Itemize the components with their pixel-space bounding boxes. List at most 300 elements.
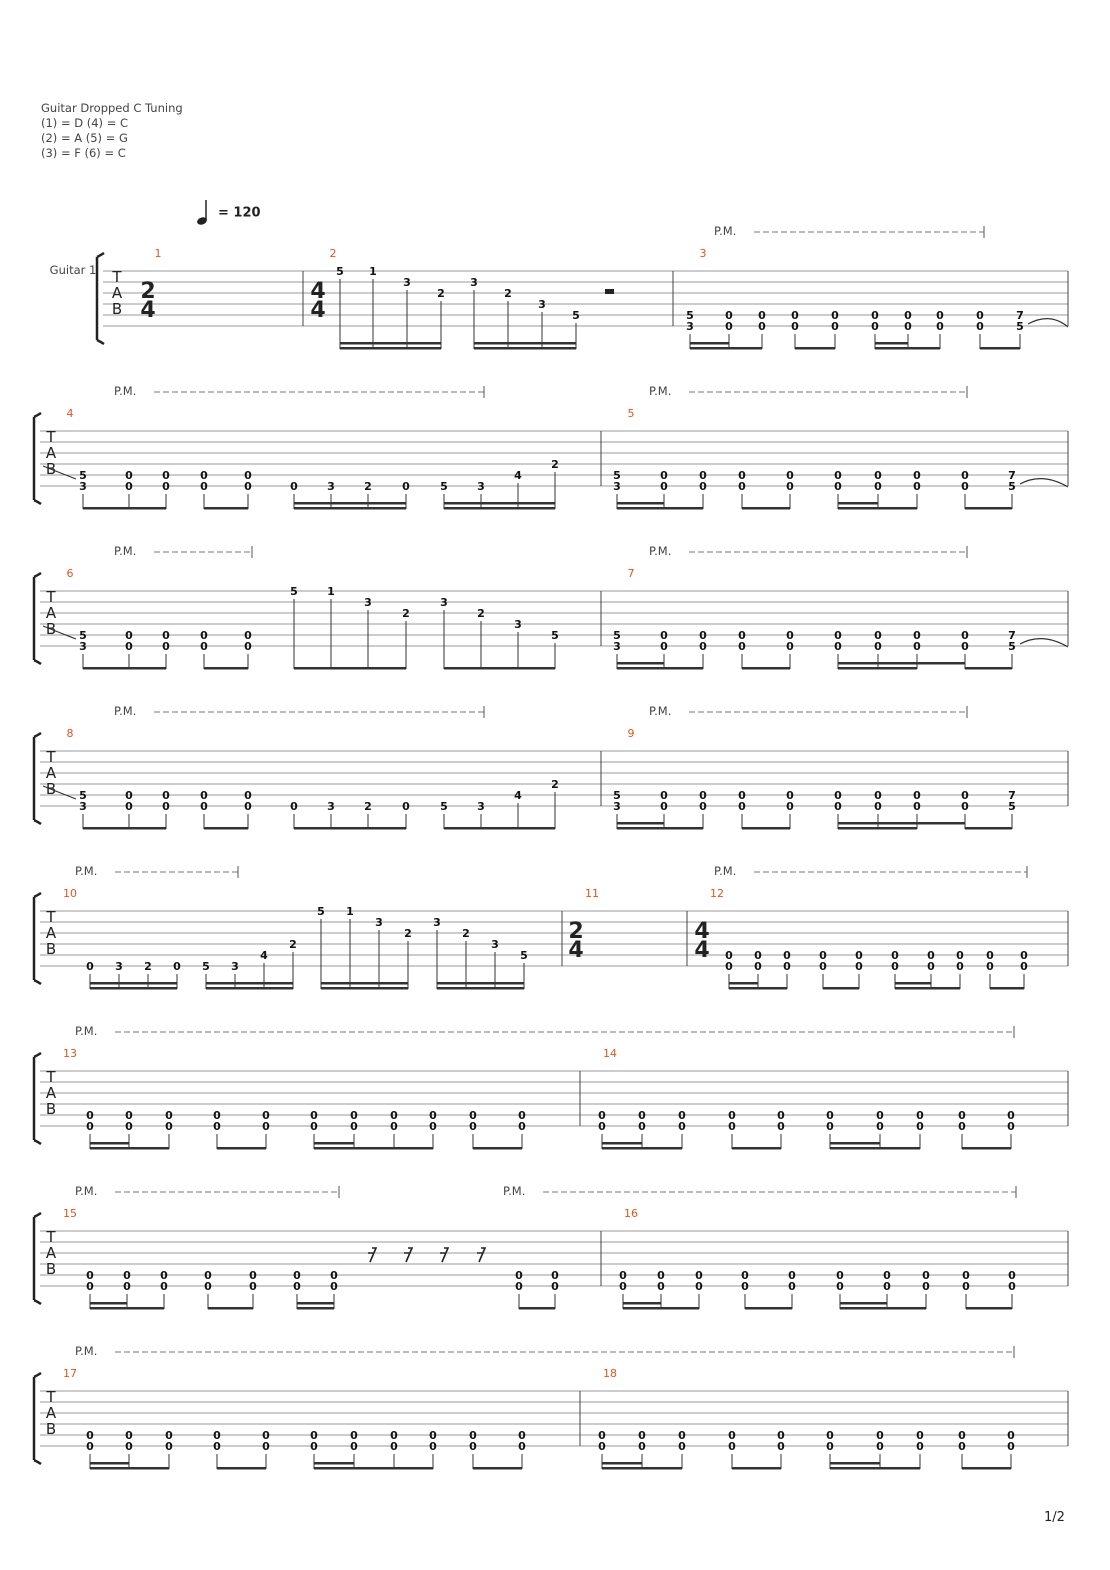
fret-number: 0 [927, 949, 935, 962]
fret-number: 0 [262, 1440, 270, 1453]
fret-number: 0 [350, 1120, 358, 1133]
fret-number: 2 [504, 287, 512, 300]
fret-number: 0 [834, 629, 842, 642]
fret-number: 7 [1008, 469, 1016, 482]
fret-number: 0 [1020, 949, 1028, 962]
measure-number: 4 [66, 407, 74, 420]
tab-system [34, 1346, 1068, 1470]
time-sig-top: 4 [310, 279, 326, 304]
beam-sixteenth [838, 662, 878, 665]
beam [444, 667, 555, 670]
time-sig-bottom: 4 [140, 298, 156, 323]
beam-sixteenth [617, 822, 664, 825]
beam [473, 1147, 522, 1150]
fret-number: 0 [262, 1429, 270, 1442]
fret-number: 0 [738, 469, 746, 482]
fret-number: 0 [86, 960, 94, 973]
fret-number: 0 [976, 309, 984, 322]
palm-mute-label: P.M. [114, 704, 137, 718]
measure-number: 5 [627, 407, 635, 420]
fret-number: 0 [976, 320, 984, 333]
fret-number: 0 [855, 960, 863, 973]
fret-number: 7 [1008, 629, 1016, 642]
fret-number: 0 [469, 1440, 477, 1453]
measure-number: 1 [154, 247, 162, 260]
tab-clef-letter: T [46, 1068, 56, 1086]
measure-number: 6 [66, 567, 74, 580]
fret-number: 0 [826, 1440, 834, 1453]
fret-number: 0 [310, 1109, 318, 1122]
fret-number: 0 [936, 309, 944, 322]
measure-number: 17 [63, 1367, 77, 1380]
fret-number: 4 [514, 789, 522, 802]
fret-number: 3 [375, 916, 383, 929]
beam [895, 987, 960, 990]
beam-sixteenth [297, 1302, 334, 1305]
fret-number: 0 [657, 1269, 665, 1282]
fret-number: 0 [551, 1269, 559, 1282]
beam-sixteenth [321, 982, 408, 985]
beam [602, 1147, 682, 1150]
fret-number: 0 [754, 949, 762, 962]
beam [314, 1147, 433, 1150]
fret-number: 5 [686, 309, 694, 322]
fret-number: 0 [883, 1269, 891, 1282]
fret-number: 0 [86, 1440, 94, 1453]
beam [83, 827, 166, 830]
fret-number: 0 [657, 1280, 665, 1293]
fret-number: 0 [123, 1269, 131, 1282]
tab-clef-letter: T [46, 428, 56, 446]
beam [204, 507, 248, 510]
fret-number: 0 [728, 1120, 736, 1133]
fret-number: 0 [310, 1440, 318, 1453]
fret-number: 3 [433, 916, 441, 929]
fret-number: 0 [958, 1120, 966, 1133]
fret-number: 3 [327, 480, 335, 493]
beam-sixteenth [437, 982, 524, 985]
fret-number: 3 [470, 276, 478, 289]
measure-number: 8 [66, 727, 74, 740]
tab-clef-letter: B [45, 460, 57, 478]
fret-number: 0 [834, 480, 842, 493]
fret-number: 0 [904, 309, 912, 322]
fret-number: 5 [1008, 640, 1016, 653]
measure-number: 16 [624, 1207, 638, 1220]
fret-number: 0 [660, 640, 668, 653]
time-sig-bottom: 4 [568, 938, 584, 963]
fret-number: 0 [350, 1440, 358, 1453]
fret-number: 0 [518, 1440, 526, 1453]
measure-number: 15 [63, 1207, 77, 1220]
beam [623, 1307, 699, 1310]
beam [321, 987, 408, 990]
fret-number: 0 [429, 1120, 437, 1133]
fret-number: 0 [678, 1109, 686, 1122]
beam [965, 667, 1012, 670]
fret-number: 0 [290, 800, 298, 813]
system-bracket [34, 573, 41, 664]
fret-number: 0 [244, 789, 252, 802]
measure-number: 14 [603, 1047, 617, 1060]
fret-number: 0 [86, 1109, 94, 1122]
fret-number: 0 [469, 1109, 477, 1122]
fret-number: 0 [961, 469, 969, 482]
beam [838, 827, 917, 830]
palm-mute-label: P.M. [649, 704, 672, 718]
beam [83, 507, 166, 510]
fret-number: 0 [429, 1109, 437, 1122]
palm-mute-label: P.M. [649, 384, 672, 398]
fret-number: 0 [1020, 960, 1028, 973]
system-bracket [97, 253, 104, 344]
beam-sixteenth [340, 342, 441, 345]
fret-number: 0 [819, 949, 827, 962]
fret-number: 0 [200, 789, 208, 802]
fret-number: 0 [86, 1429, 94, 1442]
fret-number: 0 [678, 1429, 686, 1442]
beam [473, 1467, 522, 1470]
beam [208, 1307, 253, 1310]
fret-number: 0 [831, 320, 839, 333]
fret-number: 0 [738, 800, 746, 813]
beam-sixteenth [690, 342, 729, 345]
beam [90, 1307, 164, 1310]
fret-number: 0 [958, 1440, 966, 1453]
beam [838, 507, 917, 510]
fret-number: 0 [249, 1280, 257, 1293]
tab-system [97, 226, 1068, 350]
fret-number: 0 [330, 1280, 338, 1293]
beam-sixteenth [90, 982, 177, 985]
fret-number: 0 [390, 1109, 398, 1122]
beam-sixteenth [314, 1462, 354, 1465]
tab-clef-letter: T [46, 588, 56, 606]
system-bracket [34, 413, 41, 504]
fret-number: 0 [165, 1440, 173, 1453]
fret-number: 5 [79, 789, 87, 802]
fret-number: 2 [402, 607, 410, 620]
fret-number: 0 [598, 1440, 606, 1453]
fret-number: 0 [619, 1269, 627, 1282]
fret-number: 0 [699, 480, 707, 493]
sixteenth-rest [404, 1248, 412, 1262]
fret-number: 0 [891, 960, 899, 973]
fret-number: 0 [883, 1280, 891, 1293]
system-bracket [34, 1213, 41, 1304]
fret-number: 0 [791, 320, 799, 333]
fret-number: 0 [213, 1429, 221, 1442]
fret-number: 5 [551, 629, 559, 642]
beam [474, 347, 576, 350]
beam [732, 1467, 781, 1470]
fret-number: 0 [725, 949, 733, 962]
fret-number: 0 [922, 1269, 930, 1282]
fret-number: 0 [962, 1269, 970, 1282]
track-name-label: Guitar 1 [49, 263, 97, 277]
fret-number: 0 [162, 480, 170, 493]
fret-number: 0 [244, 629, 252, 642]
fret-number: 0 [738, 629, 746, 642]
fret-number: 0 [834, 469, 842, 482]
fret-number: 0 [213, 1109, 221, 1122]
fret-number: 0 [758, 309, 766, 322]
fret-number: 0 [725, 309, 733, 322]
fret-number: 5 [440, 800, 448, 813]
fret-number: 0 [699, 629, 707, 642]
palm-mute-label: P.M. [714, 224, 737, 238]
fret-number: 0 [728, 1440, 736, 1453]
beam-sixteenth [602, 1462, 642, 1465]
tuning-line: (1) = D (4) = C [41, 116, 129, 130]
fret-number: 7 [1016, 309, 1024, 322]
fret-number: 0 [741, 1269, 749, 1282]
fret-number: 0 [786, 480, 794, 493]
fret-number: 0 [1007, 1429, 1015, 1442]
tab-clef-letter: A [111, 284, 123, 302]
beam [962, 1147, 1011, 1150]
fret-number: 3 [613, 800, 621, 813]
beam-sixteenth [617, 502, 664, 505]
fret-number: 0 [786, 469, 794, 482]
fret-number: 0 [834, 789, 842, 802]
fret-number: 0 [836, 1280, 844, 1293]
fret-number: 0 [200, 800, 208, 813]
time-sig-top: 2 [140, 279, 156, 304]
fret-number: 0 [913, 800, 921, 813]
fret-number: 0 [160, 1280, 168, 1293]
fret-number: 0 [125, 629, 133, 642]
fret-number: 3 [491, 938, 499, 951]
fret-number: 0 [86, 1120, 94, 1133]
beam-sixteenth [602, 1142, 642, 1145]
time-sig-top: 4 [694, 919, 710, 944]
fret-number: 0 [86, 1280, 94, 1293]
fret-number: 5 [1008, 800, 1016, 813]
fret-number: 0 [160, 1269, 168, 1282]
fret-number: 2 [462, 927, 470, 940]
fret-number: 0 [86, 1269, 94, 1282]
system-bracket [34, 1053, 41, 1144]
fret-number: 0 [777, 1440, 785, 1453]
fret-number: 0 [777, 1109, 785, 1122]
fret-number: 1 [346, 905, 354, 918]
fret-number: 0 [204, 1269, 212, 1282]
system-bracket [34, 893, 41, 984]
fret-number: 3 [115, 960, 123, 973]
fret-number: 0 [819, 960, 827, 973]
beam [617, 507, 703, 510]
beam [823, 987, 859, 990]
fret-number: 0 [213, 1440, 221, 1453]
beam [742, 507, 790, 510]
fret-number: 0 [619, 1280, 627, 1293]
fret-number: 0 [162, 629, 170, 642]
fret-number: 5 [336, 265, 344, 278]
fret-number: 2 [144, 960, 152, 973]
fret-number: 0 [834, 640, 842, 653]
fret-number: 0 [725, 320, 733, 333]
beam [206, 987, 293, 990]
beam [90, 1467, 169, 1470]
beam-sixteenth [840, 1302, 887, 1305]
tab-clef-letter: B [45, 1260, 57, 1278]
measure-number: 9 [627, 727, 635, 740]
fret-number: 0 [913, 480, 921, 493]
fret-number: 0 [826, 1429, 834, 1442]
fret-number: 0 [350, 1109, 358, 1122]
palm-mute-label: P.M. [75, 1024, 98, 1038]
beam-sixteenth [90, 1302, 127, 1305]
system-bracket [34, 733, 41, 824]
fret-number: 0 [826, 1109, 834, 1122]
palm-mute-label: P.M. [114, 384, 137, 398]
fret-number: 0 [738, 789, 746, 802]
beam-sixteenth [895, 982, 931, 985]
time-sig-bottom: 4 [310, 298, 326, 323]
beam [204, 827, 248, 830]
tab-clef-letter: B [45, 940, 57, 958]
fret-number: 0 [922, 1280, 930, 1293]
fret-number: 0 [855, 949, 863, 962]
fret-number: 3 [79, 800, 87, 813]
tuning-title: Guitar Dropped C Tuning [41, 101, 183, 115]
tuning-line: (3) = F (6) = C [41, 146, 126, 160]
fret-number: 0 [125, 800, 133, 813]
beam-sixteenth [838, 502, 878, 505]
fret-number: 3 [79, 640, 87, 653]
fret-number: 0 [961, 629, 969, 642]
fret-number: 0 [916, 1429, 924, 1442]
fret-number: 0 [699, 800, 707, 813]
palm-mute-label: P.M. [75, 1184, 98, 1198]
beam [838, 667, 917, 670]
beam-sixteenth [294, 502, 406, 505]
beam [830, 1147, 920, 1150]
fret-number: 2 [477, 607, 485, 620]
fret-number: 0 [956, 949, 964, 962]
beam [90, 987, 177, 990]
fret-number: 0 [913, 469, 921, 482]
beam [217, 1467, 266, 1470]
beam-sixteenth [729, 982, 758, 985]
fret-number: 0 [728, 1429, 736, 1442]
beam [217, 1147, 266, 1150]
beam-sixteenth [474, 342, 576, 345]
beam [966, 1307, 1012, 1310]
fret-number: 0 [162, 800, 170, 813]
palm-mute-label: P.M. [75, 864, 98, 878]
fret-number: 0 [125, 1120, 133, 1133]
fret-number: 0 [916, 1120, 924, 1133]
fret-number: 0 [728, 1109, 736, 1122]
fret-number: 0 [786, 640, 794, 653]
fret-number: 0 [874, 800, 882, 813]
fret-number: 2 [289, 938, 297, 951]
fret-number: 0 [913, 640, 921, 653]
fret-number: 0 [310, 1120, 318, 1133]
tab-clef-letter: A [45, 924, 57, 942]
rest-symbol [605, 289, 614, 294]
fret-number: 0 [293, 1269, 301, 1282]
fret-number: 0 [927, 960, 935, 973]
fret-number: 0 [1007, 1120, 1015, 1133]
fret-number: 1 [369, 265, 377, 278]
fret-number: 3 [403, 276, 411, 289]
sixteenth-rest [477, 1248, 485, 1262]
fret-number: 0 [518, 1429, 526, 1442]
fret-number: 0 [874, 629, 882, 642]
fret-number: 0 [777, 1120, 785, 1133]
fret-number: 0 [1007, 1109, 1015, 1122]
fret-number: 7 [1008, 789, 1016, 802]
fret-number: 0 [1007, 1440, 1015, 1453]
fret-number: 0 [390, 1429, 398, 1442]
tuning-line: (2) = A (5) = G [41, 131, 128, 145]
fret-number: 0 [986, 949, 994, 962]
measure-number: 7 [627, 567, 635, 580]
beam [965, 827, 1012, 830]
sixteenth-rest [440, 1248, 448, 1262]
fret-number: 3 [686, 320, 694, 333]
fret-number: 0 [204, 1280, 212, 1293]
fret-number: 0 [638, 1120, 646, 1133]
fret-number: 0 [262, 1109, 270, 1122]
fret-number: 0 [213, 1120, 221, 1133]
beam [690, 347, 762, 350]
fret-number: 0 [244, 800, 252, 813]
beam-sixteenth [314, 1142, 354, 1145]
fret-number: 0 [518, 1120, 526, 1133]
beam [83, 667, 166, 670]
beam-sixteenth [838, 822, 878, 825]
fret-number: 0 [913, 789, 921, 802]
fret-number: 0 [876, 1120, 884, 1133]
fret-number: 0 [162, 640, 170, 653]
time-sig-bottom: 4 [694, 938, 710, 963]
measure-number: 10 [63, 887, 77, 900]
beam [294, 667, 406, 670]
measure-number: 12 [710, 887, 724, 900]
fret-number: 2 [551, 778, 559, 791]
fret-number: 0 [961, 640, 969, 653]
fret-number: 0 [958, 1109, 966, 1122]
beam [980, 347, 1020, 350]
fret-number: 4 [260, 949, 268, 962]
fret-number: 0 [402, 480, 410, 493]
beam [830, 1467, 920, 1470]
fret-number: 0 [660, 480, 668, 493]
beam [444, 507, 555, 510]
fret-number: 0 [429, 1429, 437, 1442]
tab-system [34, 1026, 1068, 1150]
beam [444, 827, 555, 830]
fret-number: 0 [290, 480, 298, 493]
fret-number: 0 [249, 1269, 257, 1282]
fret-number: 0 [515, 1269, 523, 1282]
fret-number: 5 [202, 960, 210, 973]
fret-number: 3 [613, 640, 621, 653]
beam [297, 1307, 334, 1310]
measure-number: 18 [603, 1367, 617, 1380]
tempo-value: = 120 [218, 205, 261, 221]
fret-number: 0 [660, 800, 668, 813]
palm-mute-label: P.M. [503, 1184, 526, 1198]
beam [990, 987, 1024, 990]
fret-number: 0 [788, 1269, 796, 1282]
fret-number: 3 [477, 480, 485, 493]
fret-number: 0 [876, 1429, 884, 1442]
